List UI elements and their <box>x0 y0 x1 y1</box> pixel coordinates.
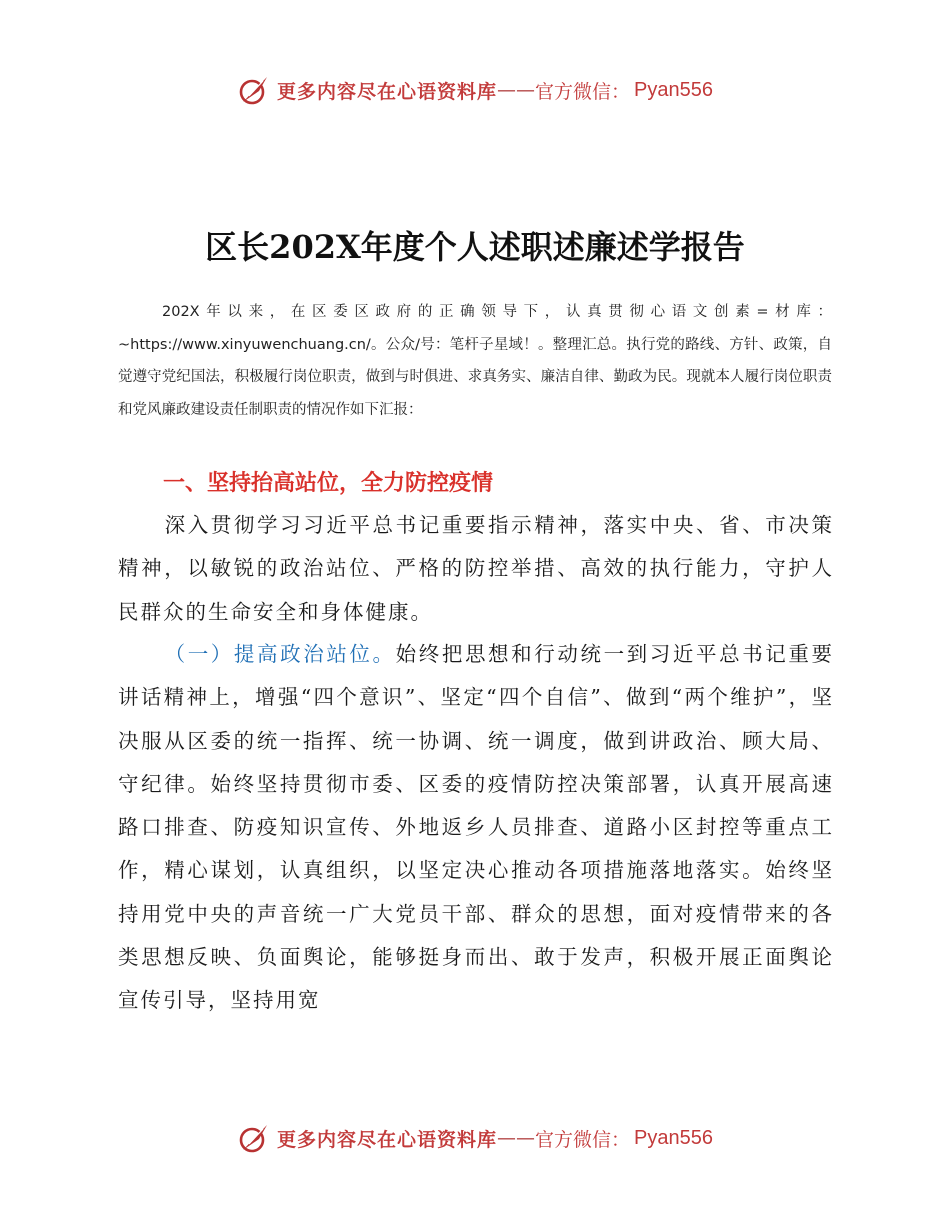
subsection1-text: 始终把思想和行动统一到习近平总书记重要讲话精神上，增强“四个意识”、坚定“四个自信”、做到“两个维护”，坚决服从区委的统一指挥、统一协调、统一调度，做到讲政治、顾大局、守纪律。始终坚持贯彻市委、区委的疫情防控决策部署，认真开展高速路口排查、防疫知识宣传、外地返乡人员排查、道路小区封控等重点工作，精心谋划，认真组织，以坚定决心推动各项措施落地落实。始终坚持用党中央的声音统一广大党员干部、群众的思想，面对疫情带来的各类思想反映、负面舆论，能够挺身而出、敢于发声，积极开展正面舆论宣传引导，坚持用宽 <box>118 642 835 1013</box>
section1-paragraph <box>118 504 834 634</box>
footer-banner <box>0 1118 950 1158</box>
intro-paragraph <box>118 296 832 426</box>
footer-brand-text: 更多内容尽在心语资料库 <box>277 1128 498 1151</box>
intro-text: 202X年以来，在区委区政府的正确领导下，认真贯彻心语文创素=材库：~https://www.xinyuwenchuang.cn/。公众/号：笔杆子星域！。整理汇总。执行党的路线、方针、政策，自觉遵守党纪国法，积极履行岗位职责，做到与时俱进、求真务实、廉洁自律、勤政为民。现就本人履行岗位职责和党风廉政建设责任制职责的情况作如下汇报： <box>118 304 832 418</box>
header-wechat-label: 官方微信： <box>535 80 631 103</box>
header-banner <box>0 70 950 110</box>
footer-wechat-label: 官方微信： <box>535 1128 631 1151</box>
header-separator: —— <box>497 79 536 101</box>
section-heading-1: 一、坚持抬高站位，全力防控疫情 <box>163 471 494 496</box>
header-brand-text: 更多内容尽在心语资料库 <box>277 80 498 103</box>
header-wechat-handle: Pyan556 <box>634 78 713 101</box>
subsection1-heading: （一）提高政治站位。 <box>164 642 396 666</box>
quill-logo-icon <box>237 1121 271 1155</box>
quill-logo-icon <box>237 73 271 107</box>
document-title: 区长202X年度个人述职述廉述学报告 <box>205 228 745 266</box>
footer-separator: —— <box>497 1127 536 1149</box>
section1-text: 深入贯彻学习习近平总书记重要指示精神，落实中央、省、市决策精神，以敏锐的政治站位、严格的防控举措、高效的执行能力，守护人民群众的生命安全和身体健康。 <box>118 513 834 624</box>
footer-wechat-handle: Pyan556 <box>634 1126 713 1149</box>
subsection1-paragraph <box>118 633 834 1023</box>
